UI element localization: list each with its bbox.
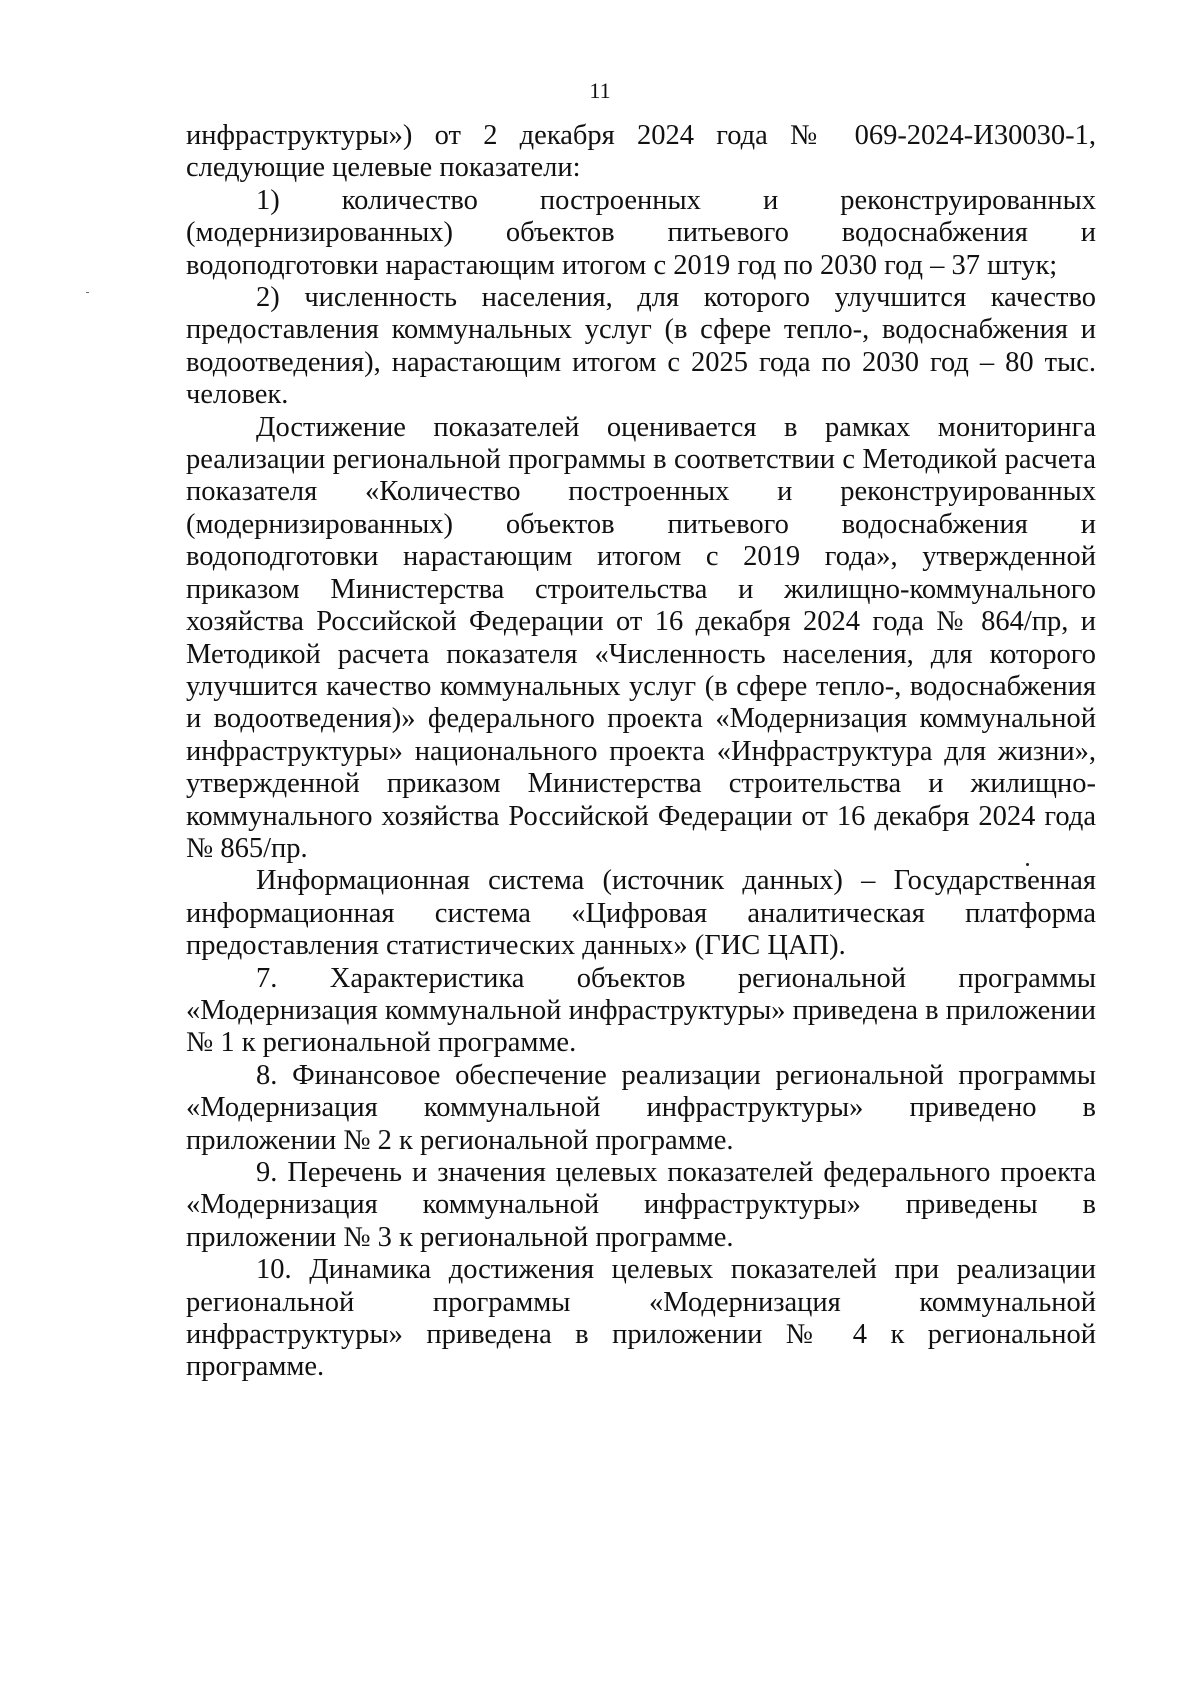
paragraph-methodology: Достижение показателей оценивается в рамках мониторинга реализации региональной программы в соответствии с Методикой расчета показателя «Количество построенных и реконструированных (модернизированных) объектов питьевого водоснабжения и водоподготовки нарастающим итогом с 2019 года», утвержденной приказом Министерства строительства и жилищно-коммунального хозяйства Российской Федерации от 16 декабря 2024 года № 864/пр, и Методикой расчета показателя «Численность населения, для которого улучшится качество коммунальных услуг (в сфере тепло-, водоснабжения и водоотведения)» федерального проекта «Модернизация коммунальной инфраструктуры» национального проекта «Инфраструктура для жизни», утвержденной приказом Министерства строительства и жилищно-коммунального хозяйства Российской Федерации от 16 декабря 2024 года № 865/пр. <box>186 411 1096 864</box>
paragraph-item-10: 10. Динамика достижения целевых показателей при реализации региональной программы «Модернизация коммунальной инфраструктуры» приведена в приложении № 4 к региональной программе. <box>186 1254 1096 1383</box>
paragraph-item-7: 7. Характеристика объектов региональной программы «Модернизация коммунальной инфраструктуры» приведена в приложении № 1 к региональной программе. <box>186 962 1096 1059</box>
page-number: 11 <box>589 78 611 103</box>
paragraph-information-system: Информационная система (источник данных) – Государственная информационная система «Цифровая аналитическая платформа предоставления статистических данных» (ГИС ЦАП). <box>186 865 1096 962</box>
scan-artifact <box>86 292 89 293</box>
document-body <box>186 120 1096 1384</box>
paragraph-item-8: 8. Финансовое обеспечение реализации региональной программы «Модернизация коммунальной инфраструктуры» приведено в приложении № 2 к региональной программе. <box>186 1059 1096 1156</box>
paragraph-indicator-1: 1) количество построенных и реконструированных (модернизированных) объектов питьевого водоснабжения и водоподготовки нарастающим итогом с 2019 год по 2030 год – 37 штук; <box>186 184 1096 281</box>
paragraph-indicator-2: 2) численность населения, для которого улучшится качество предоставления коммунальных услуг (в сфере тепло-, водоснабжения и водоотведения), нарастающим итогом с 2025 года по 2030 год – 80 тыс. человек. <box>186 282 1096 411</box>
paragraph-continuation: инфраструктуры») от 2 декабря 2024 года № 069-2024-И30030-1, следующие целевые показатели: <box>186 120 1096 184</box>
paragraph-item-9: 9. Перечень и значения целевых показателей федерального проекта «Модернизация коммунальной инфраструктуры» приведены в приложении № 3 к региональной программе. <box>186 1157 1096 1253</box>
